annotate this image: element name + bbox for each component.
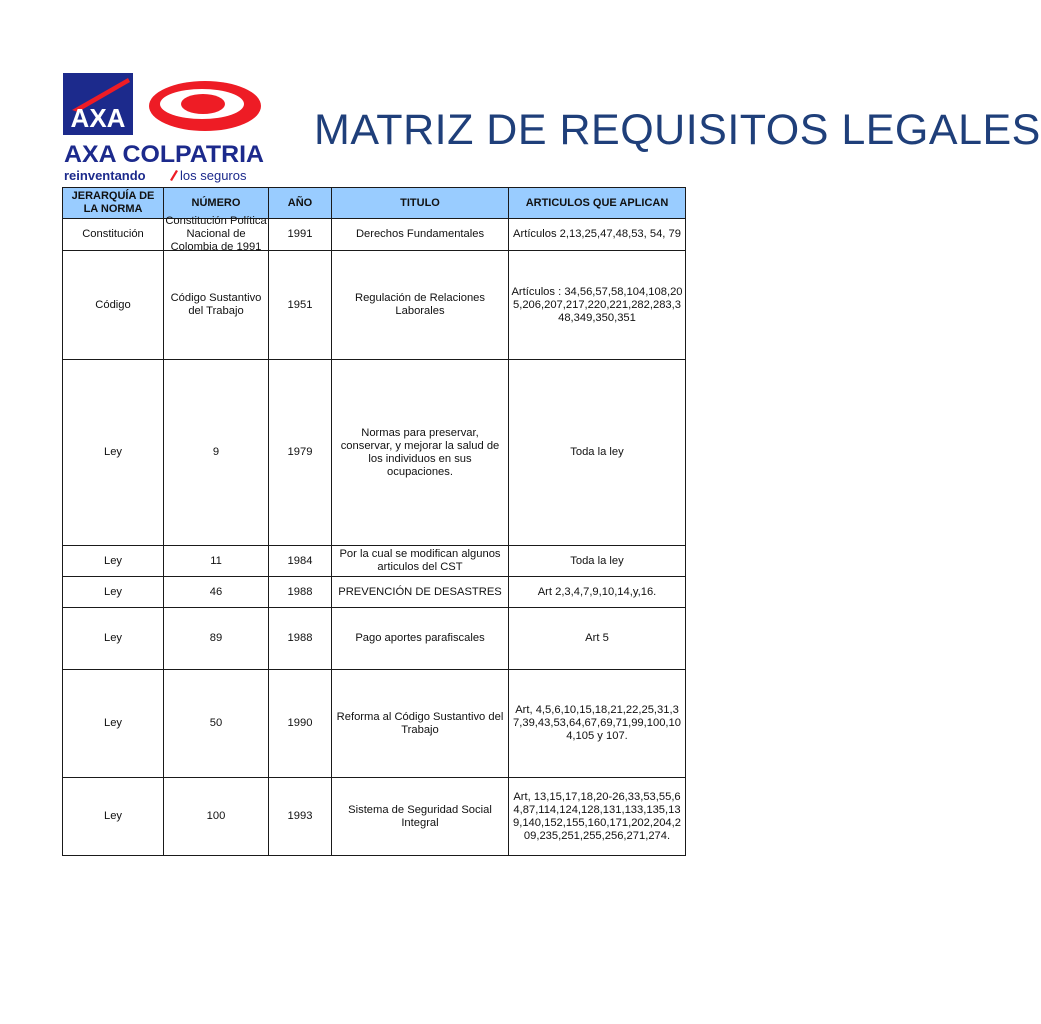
table-row: [63, 778, 686, 856]
axa-colpatria-logo: [62, 70, 268, 186]
cell-titulo: Derechos Fundamentales: [332, 219, 509, 251]
cell-articulos: Art 5: [509, 608, 686, 670]
cell-titulo: Por la cual se modifican algunos articulos del CST: [332, 546, 509, 577]
cell-titulo: Pago aportes parafiscales: [332, 608, 509, 670]
cell-numero: [164, 215, 269, 253]
logo-graphic: [62, 70, 268, 186]
page-title: MATRIZ DE REQUISITOS LEGALES: [314, 106, 1041, 154]
cell-jerarquia: Constitución: [63, 219, 164, 251]
cell-articulos: Artículos : 34,56,57,58,104,108,205,206,207,217,220,221,282,283,348,349,350,351: [509, 251, 686, 360]
cell-anio: 1993: [269, 778, 332, 856]
cell-articulos: Toda la ley: [509, 546, 686, 577]
cell-titulo: Reforma al Código Sustantivo del Trabajo: [332, 670, 509, 778]
cell-anio: 1951: [269, 251, 332, 360]
table-row: [63, 360, 686, 546]
table-row: [63, 608, 686, 670]
cell-numero: 50: [164, 670, 269, 778]
cell-numero: Código Sustantivo del Trabajo: [164, 251, 269, 360]
tagline-slash: [170, 170, 178, 181]
cell-jerarquia: Ley: [63, 670, 164, 778]
col-header-numero: NÚMERO: [164, 188, 269, 219]
brand-text: AXA COLPATRIA: [64, 141, 264, 168]
table-row: [63, 251, 686, 360]
cell-titulo: Sistema de Seguridad Social Integral: [332, 778, 509, 856]
table-row: [63, 546, 686, 577]
title-clip: [314, 102, 1041, 162]
cell-jerarquia: Código: [63, 251, 164, 360]
cell-jerarquia: Ley: [63, 577, 164, 608]
cell-articulos: Artículos 2,13,25,47,48,53, 54, 79: [509, 219, 686, 251]
cell-jerarquia: Ley: [63, 546, 164, 577]
cell-anio: 1979: [269, 360, 332, 546]
cell-titulo: Normas para preservar, conservar, y mejorar la salud de los individuos en sus ocupaciones.: [332, 360, 509, 546]
cell-anio: 1991: [269, 219, 332, 251]
cell-numero: 11: [164, 546, 269, 577]
cell-jerarquia: Ley: [63, 608, 164, 670]
tagline-bold: reinventando: [64, 168, 146, 183]
axa-mark-text: AXA: [70, 103, 126, 133]
cell-articulos: Art 2,3,4,7,9,10,14,y,16.: [509, 577, 686, 608]
col-header-anio: AÑO: [269, 188, 332, 219]
cell-articulos: Toda la ley: [509, 360, 686, 546]
cell-anio: 1988: [269, 577, 332, 608]
cell-jerarquia: Ley: [63, 778, 164, 856]
table-header-row: [63, 188, 686, 219]
cell-jerarquia: Ley: [63, 360, 164, 546]
cell-articulos: Art, 4,5,6,10,15,18,21,22,25,31,37,39,43,53,64,67,69,71,99,100,104,105 y 107.: [509, 670, 686, 778]
col-header-titulo: TITULO: [332, 188, 509, 219]
cell-numero: 9: [164, 360, 269, 546]
cell-numero: 46: [164, 577, 269, 608]
cell-articulos: Art, 13,15,17,18,20-26,33,53,55,64,87,114,124,128,131,133,135,139,140,152,155,160,171,202,204,209,235,251,255,256,271,274.: [509, 778, 686, 856]
cell-titulo: Regulación de Relaciones Laborales: [332, 251, 509, 360]
cell-anio: 1990: [269, 670, 332, 778]
col-header-jerarquia: JERARQUÍA DE LA NORMA: [63, 188, 164, 219]
table-row: [63, 577, 686, 608]
legal-requirements-table: [62, 187, 686, 856]
cell-numero: 89: [164, 608, 269, 670]
tagline-rest: los seguros: [180, 168, 247, 183]
cell-numero-text: Constitución Política Nacional de Colombia de 1991: [165, 215, 267, 253]
cell-titulo: PREVENCIÓN DE DESASTRES: [332, 577, 509, 608]
cell-anio: 1988: [269, 608, 332, 670]
table-row: [63, 670, 686, 778]
cell-anio: 1984: [269, 546, 332, 577]
cell-numero: 100: [164, 778, 269, 856]
table-row: [63, 219, 686, 251]
col-header-articulos: ARTICULOS QUE APLICAN: [509, 188, 686, 219]
